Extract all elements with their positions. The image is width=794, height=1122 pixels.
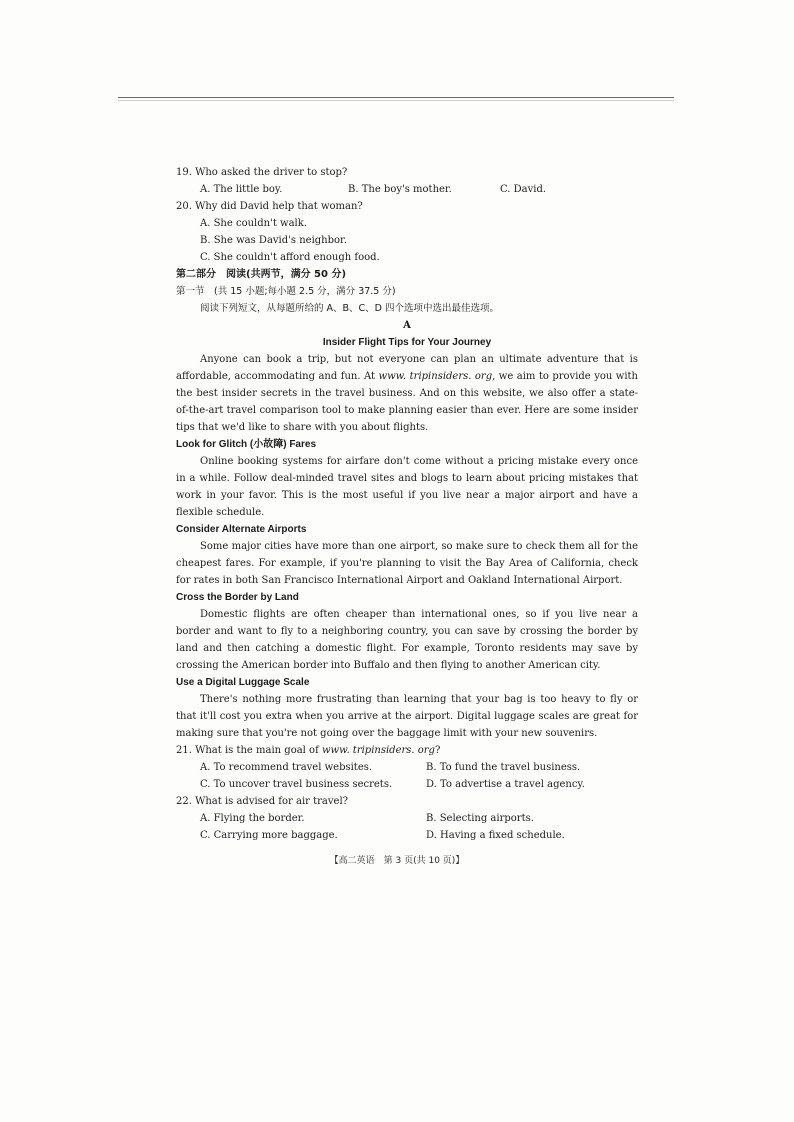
- question-21-stem: [176, 742, 638, 759]
- question-19-options: [176, 181, 638, 198]
- question-22-option-c: C. Carrying more baggage.: [200, 830, 338, 841]
- tip-heading-alternate-airports: Consider Alternate Airports: [176, 524, 307, 535]
- question-22-options-row-2: [176, 827, 638, 844]
- tip-heading-glitch-fares: Look for Glitch (小故障) Fares: [176, 439, 317, 450]
- question-21-options-row-2: [176, 776, 638, 793]
- question-21-stem-end: ?: [434, 745, 441, 756]
- question-21-option-c: C. To uncover travel business secrets.: [200, 779, 393, 790]
- question-22-option-b: B. Selecting airports.: [426, 813, 534, 824]
- section-instruction: 阅读下列短文，从每题所给的 A、B、C、D 四个选项中选出最佳选项。: [200, 303, 500, 314]
- question-22-options-row-1: [176, 810, 638, 827]
- passage-intro: [176, 351, 638, 436]
- question-19-option-a: A. The little boy.: [200, 184, 283, 195]
- header-rule-shadow: [118, 100, 674, 101]
- question-20-option-b: B. She was David's neighbor.: [200, 235, 347, 246]
- exam-content: [176, 164, 638, 844]
- passage-intro-start: Anyone can book a trip, but not everyone can plan an ultimate adventure that is affordable, accommodating and fun. At: [176, 354, 638, 382]
- question-19-option-b: B. The boy's mother.: [348, 184, 452, 195]
- question-21-stem-url: www. tripinsiders. org: [321, 745, 435, 756]
- question-21-option-d: D. To advertise a travel agency.: [426, 779, 585, 790]
- tip-paragraph-luggage-scale: There's nothing more frustrating than learning that your bag is too heavy to fly or that it'll cost you extra when you arrive at the airport. Digital luggage scales are great for making sure that you're not going over the baggage limit with your new souvenirs.: [176, 694, 638, 739]
- passage-title: Insider Flight Tips for Your Journey: [322, 337, 492, 348]
- question-20-option-c: C. She couldn't afford enough food.: [200, 252, 380, 263]
- question-19-option-c: C. David.: [500, 184, 547, 195]
- section-part-title: 第二部分 阅读(共两节，满分 50 分): [176, 269, 347, 280]
- passage-intro-end: , we aim to provide you with the best insider secrets in the travel business. And on this website, we also offer a state-of-the-art travel comparison tool to make planning easier than ever. Here are some insider tips that we'd like to share with you about flights.: [176, 371, 638, 433]
- question-19-stem: 19. Who asked the driver to stop?: [176, 167, 348, 178]
- question-20-stem: 20. Why did David help that woman?: [176, 201, 363, 212]
- question-21-options-row-1: [176, 759, 638, 776]
- header-rule: [118, 97, 674, 98]
- question-22-stem: 22. What is advised for air travel?: [176, 796, 348, 807]
- section-sub-title: 第一节 (共 15 小题;每小题 2.5 分，满分 37.5 分): [176, 286, 396, 297]
- tip-paragraph-cross-border: Domestic flights are often cheaper than international ones, so if you live near a border and want to fly to a neighboring country, you can save by crossing the border by land and then catching a domestic flight. For example, Toronto residents may save by crossing the American border into Buffalo and then flying to another American city.: [176, 609, 638, 671]
- tip-heading-cross-border: Cross the Border by Land: [176, 592, 299, 603]
- question-22-option-d: D. Having a fixed schedule.: [426, 830, 565, 841]
- tip-heading-luggage-scale: Use a Digital Luggage Scale: [176, 677, 310, 688]
- question-21-option-b: B. To fund the travel business.: [426, 762, 581, 773]
- page-footer: 【高二英语 第 3 页(共 10 页)】: [329, 856, 465, 866]
- tip-paragraph-glitch-fares: Online booking systems for airfare don't come without a pricing mistake every once in a while. Follow deal-minded travel sites and blogs to learn about pricing mistakes that work in your favor. This is the most useful if you live near a major airport and have a flexible schedule.: [176, 456, 638, 518]
- question-20-option-a: A. She couldn't walk.: [200, 218, 307, 229]
- passage-intro-url: www. tripinsiders. org: [378, 371, 493, 382]
- passage-letter: A: [403, 320, 411, 331]
- question-22-option-a: A. Flying the border.: [200, 813, 305, 824]
- question-21-option-a: A. To recommend travel websites.: [200, 762, 373, 773]
- question-21-stem-start: 21. What is the main goal of: [176, 745, 322, 756]
- tip-paragraph-alternate-airports: Some major cities have more than one airport, so make sure to check them all for the cheapest fares. For example, if you're planning to visit the Bay Area of California, check for rates in both San Francisco International Airport and Oakland International Airport.: [176, 541, 638, 586]
